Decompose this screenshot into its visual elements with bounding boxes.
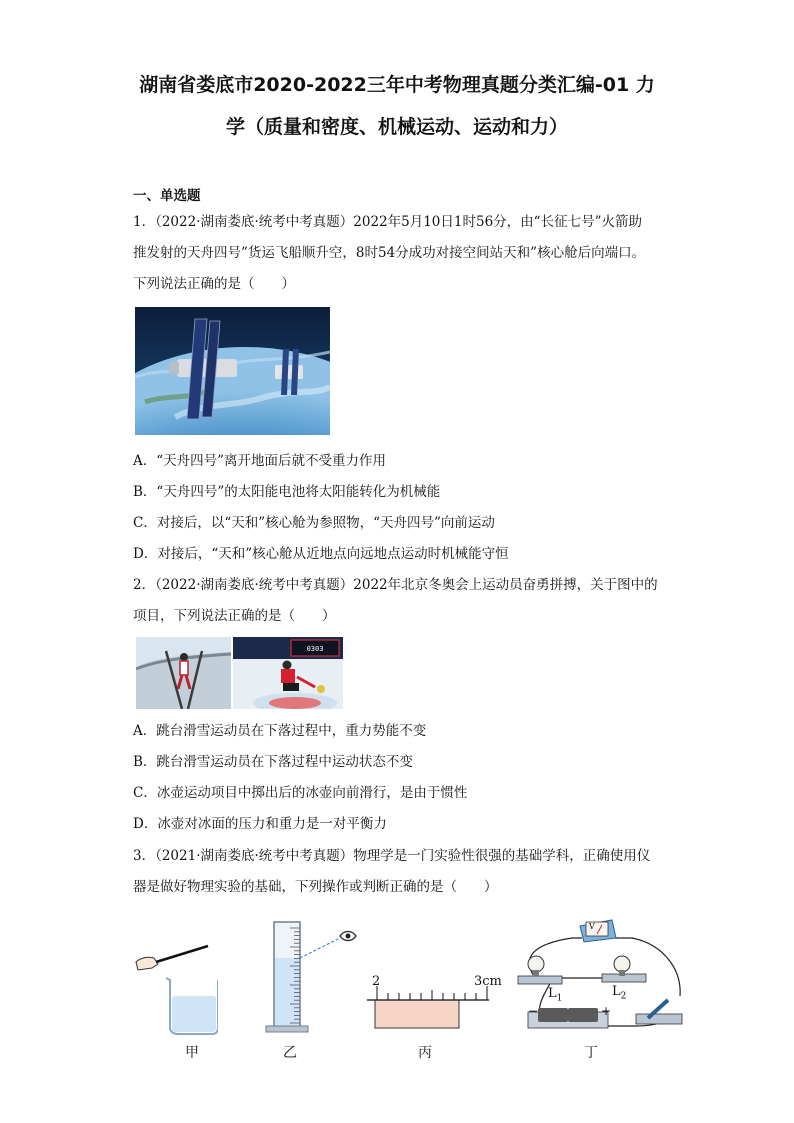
title-line-2: 学（质量和密度、机械运动、运动和力） xyxy=(225,116,568,138)
figure-label-bing: 丙 xyxy=(418,1045,432,1061)
q1-stem-line-3: 下列说法正确的是（ ） xyxy=(133,276,295,292)
q1-option-a: A．“天舟四号”离开地面后就不受重力作用 xyxy=(133,453,387,469)
ruler-label-left: 2 xyxy=(372,974,381,989)
q2-option-b: B．跳台滑雪运动员在下落过程中运动状态不变 xyxy=(133,754,413,770)
section-heading: 一、单选题 xyxy=(133,188,201,204)
q2-stem-line-1: 2．（2022·湖南娄底·统考中考真题）2022年北京冬奥会上运动员奋勇拼搏，关于图中的 xyxy=(133,577,658,593)
q1-stem-line-1: 1．（2022·湖南娄底·统考中考真题）2022年5月10日1时56分，由“长征七号”火箭助 xyxy=(133,214,642,230)
q3-stem-line-1: 3．（2021·湖南娄底·统考中考真题）物理学是一门实验性很强的基础学科，正确使用仪 xyxy=(133,848,651,864)
figure-label-yi: 乙 xyxy=(283,1045,297,1061)
voltmeter-label: V xyxy=(589,922,595,931)
q2-option-d: D．冰壶对冰面的压力和重力是一对平衡力 xyxy=(133,816,387,832)
ruler-label-right: 3cm xyxy=(474,974,502,989)
space-station-photo xyxy=(135,307,330,435)
q2-option-c: C．冰壶运动项目中掷出后的冰壶向前滑行，是由于惯性 xyxy=(133,785,468,801)
lamp2-label: $L_2$ xyxy=(612,984,627,1002)
title-line-1: 湖南省娄底市2020-2022三年中考物理真题分类汇编-01 力 xyxy=(139,74,655,96)
lamp1-label: $L_1$ xyxy=(548,986,563,1004)
ski-jump-photo xyxy=(136,637,231,709)
svg-text:0303: 0303 xyxy=(306,645,324,653)
q1-stem-line-2: 推发射的天舟四号”货运飞船顺升空，8时54分成功对接空间站天和”核心舱后向端口。 xyxy=(133,245,646,261)
q3-stem-line-2: 器是做好物理实验的基础，下列操作或判断正确的是（ ） xyxy=(133,879,498,895)
q2-stem-line-2: 项目，下列说法正确的是（ ） xyxy=(133,608,336,624)
figure-label-jia: 甲 xyxy=(185,1045,199,1061)
curling-photo xyxy=(233,637,343,709)
battery-plus-label: + xyxy=(601,1004,612,1018)
beaker-stir-figure xyxy=(128,940,218,1035)
q2-option-a: A．跳台滑雪运动员在下落过程中，重力势能不变 xyxy=(133,723,427,739)
q1-option-d: D．对接后，“天和”核心舱从近地点向远地点运动时机械能守恒 xyxy=(133,546,509,562)
page-title xyxy=(60,64,734,148)
q1-option-c: C．对接后，以“天和”核心舱为参照物，“天舟四号”向前运动 xyxy=(133,515,495,531)
graduated-cylinder-figure xyxy=(262,918,362,1036)
battery-minus-label: − xyxy=(528,1004,539,1018)
q1-option-b: B．“天舟四号”的太阳能电池将太阳能转化为机械能 xyxy=(133,484,441,500)
figure-label-ding: 丁 xyxy=(584,1045,598,1061)
